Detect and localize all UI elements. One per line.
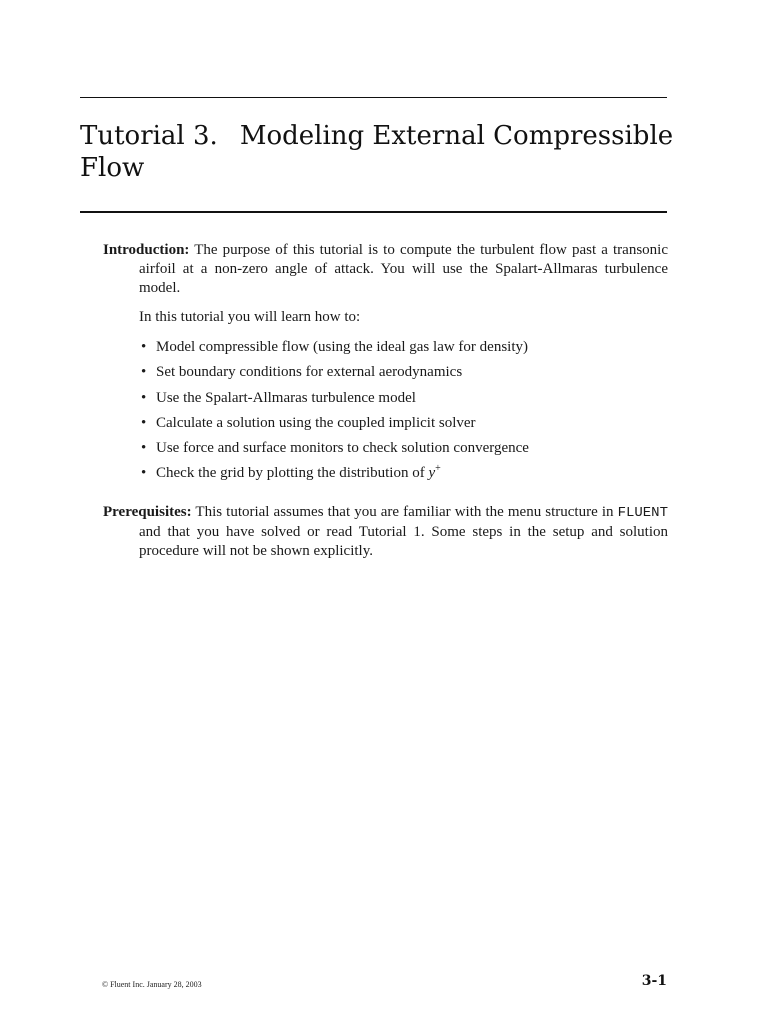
introduction-paragraph bbox=[103, 241, 668, 298]
bullet-icon: • bbox=[141, 440, 147, 457]
introduction-label: Introduction: bbox=[103, 242, 190, 258]
bullet-icon: • bbox=[141, 389, 147, 406]
bullet-icon: • bbox=[141, 364, 147, 381]
page-number: 3-1 bbox=[641, 973, 667, 989]
prerequisites-label: Prerequisites: bbox=[103, 504, 192, 520]
tutorial-number: Tutorial 3. bbox=[80, 121, 218, 151]
list-item-text: Model compressible flow (using the ideal gas law for density) bbox=[156, 339, 528, 355]
learn-intro-text: In this tutorial you will learn how to: bbox=[139, 309, 361, 325]
introduction-section bbox=[103, 241, 668, 490]
prerequisites-text-before: This tutorial assumes that you are familiar with the menu structure in bbox=[195, 504, 614, 520]
list-item bbox=[141, 463, 668, 489]
list-item bbox=[141, 389, 668, 414]
list-item bbox=[141, 439, 668, 464]
learning-objectives-list bbox=[103, 338, 668, 490]
introduction-text: The purpose of this tutorial is to compute the turbulent flow past a transonic airfoil at a non-zero angle of attack. You will use the Spalart-Allmaras turbulence model. bbox=[139, 242, 669, 296]
product-name: FLUENT bbox=[617, 505, 668, 521]
prerequisites-section bbox=[103, 503, 668, 561]
bullet-icon: • bbox=[141, 339, 147, 355]
prerequisites-paragraph bbox=[103, 503, 668, 561]
y-plus-symbol: y bbox=[428, 465, 436, 482]
footer-copyright: © Fluent Inc. January 28, 2003 bbox=[102, 980, 202, 989]
y-plus-superscript: + bbox=[435, 463, 441, 475]
tutorial-title: Modeling External Compressible Flow bbox=[80, 121, 674, 183]
list-item-text: Use force and surface monitors to check solution convergence bbox=[156, 440, 529, 457]
prerequisites-text-after: and that you have solved or read Tutorial 1. Some steps in the setup and solution procedure will not be shown explicitly. bbox=[139, 524, 668, 559]
list-item bbox=[141, 363, 668, 388]
header-top-rule bbox=[80, 97, 667, 98]
list-item bbox=[141, 338, 668, 363]
list-item-text: Calculate a solution using the coupled implicit solver bbox=[156, 414, 476, 431]
list-item-text: Check the grid by plotting the distribution of bbox=[156, 465, 425, 482]
list-item-text: Set boundary conditions for external aerodynamics bbox=[156, 364, 463, 381]
page-title bbox=[80, 120, 680, 184]
bullet-icon: • bbox=[141, 414, 147, 431]
list-item-text: Use the Spalart-Allmaras turbulence model bbox=[156, 389, 416, 406]
list-item bbox=[141, 414, 668, 439]
bullet-icon: • bbox=[141, 465, 147, 482]
header-bottom-rule bbox=[80, 211, 667, 213]
